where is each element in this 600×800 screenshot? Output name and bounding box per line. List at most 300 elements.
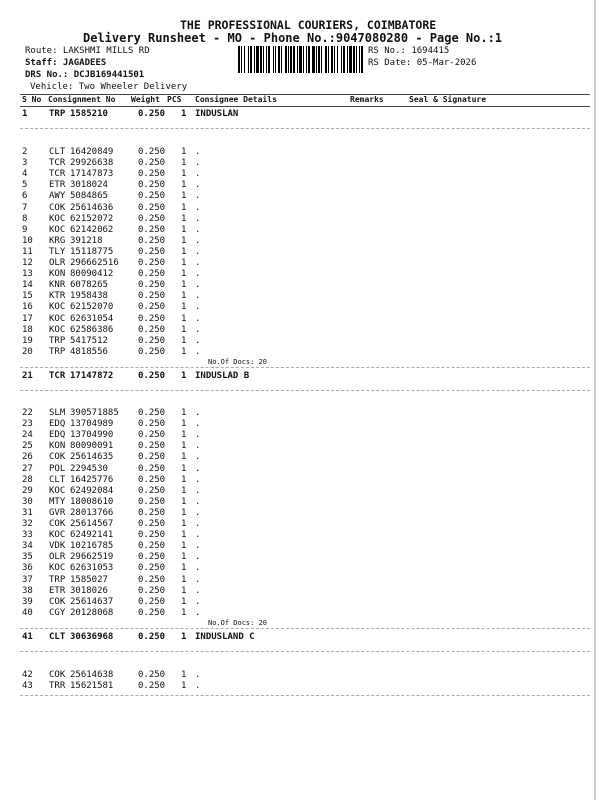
cell-weight: 0.250 (138, 213, 166, 224)
consignment-row (0, 269, 600, 280)
cell-sno: 22 (22, 408, 33, 418)
cell-weight: 0.250 (138, 235, 166, 246)
cell-weight: 0.250 (138, 519, 166, 529)
consignment-row (0, 441, 600, 452)
consignment-row-first (0, 371, 600, 382)
col-sno: S No (22, 95, 42, 104)
consignment-row (0, 541, 600, 552)
cell-num: 13704989 (70, 419, 114, 430)
cell-sno: 34 (22, 541, 33, 552)
cell-pcs: 1 (181, 474, 187, 485)
route-label: Route: LAKSHMI MILLS RD (25, 46, 150, 56)
cell-num: 62142062 (70, 224, 114, 235)
cell-sno: 17 (22, 313, 33, 324)
docs-count: No.Of Docs: 20 (208, 618, 268, 627)
consignment-row (0, 452, 600, 463)
cell-num: 30636968 (70, 632, 114, 642)
cell-weight: 0.250 (138, 607, 166, 618)
consignment-row (0, 191, 600, 202)
cell-weight: 0.250 (138, 180, 166, 191)
cell-pcs: 1 (181, 191, 187, 202)
cell-weight: 0.250 (138, 463, 166, 474)
cell-pcs: 1 (181, 563, 187, 574)
cell-sno: 39 (22, 596, 33, 607)
cell-consignee: . (195, 169, 201, 180)
cell-pcs: 1 (181, 202, 187, 213)
cell-num: 1585027 (70, 574, 108, 585)
consignment-row (0, 247, 600, 258)
cell-prefix: CGY (49, 607, 66, 618)
table-end-rule (20, 695, 590, 696)
cell-consignee: INDUSLAN (195, 109, 239, 119)
cell-sno: 14 (22, 280, 33, 291)
cell-num: 5084865 (70, 191, 108, 202)
consignment-row (0, 325, 600, 336)
consignment-row (0, 214, 600, 225)
cell-consignee: . (195, 452, 201, 463)
cell-pcs: 1 (181, 324, 187, 335)
cell-consignee: . (195, 670, 201, 680)
cell-weight: 0.250 (138, 280, 166, 291)
consignment-row (0, 586, 600, 597)
cell-prefix: OLR (49, 258, 66, 268)
consignment-row (0, 314, 600, 325)
cell-num: 62631054 (70, 313, 114, 324)
cell-sno: 10 (22, 235, 33, 246)
col-pcs: PCS (167, 95, 182, 104)
cell-num: 25614638 (70, 670, 114, 680)
col-consignee: Consignee Details (195, 95, 277, 104)
cell-weight: 0.250 (138, 485, 166, 496)
cell-prefix: EDQ (49, 430, 66, 441)
header-rule-bottom (20, 106, 590, 107)
cell-pcs: 1 (181, 452, 187, 463)
cell-prefix: CLT (49, 147, 66, 157)
cell-weight: 0.250 (138, 147, 166, 157)
cell-weight: 0.250 (138, 158, 166, 169)
consignment-row (0, 508, 600, 519)
cell-prefix: KOC (49, 213, 66, 224)
consignment-row (0, 158, 600, 169)
docs-count: No.Of Docs: 20 (208, 357, 268, 366)
cell-sno: 24 (22, 430, 33, 441)
cell-num: 6078265 (70, 280, 108, 291)
cell-sno: 8 (22, 213, 28, 224)
cell-pcs: 1 (181, 246, 187, 257)
cell-sno: 43 (22, 681, 33, 692)
cell-prefix: KOC (49, 563, 66, 574)
cell-pcs: 1 (181, 519, 187, 529)
cell-prefix: TRR (49, 681, 66, 692)
cell-pcs: 1 (181, 430, 187, 441)
cell-weight: 0.250 (138, 670, 166, 680)
cell-sno: 16 (22, 302, 33, 313)
group-divider (20, 628, 590, 629)
cell-consignee: . (195, 519, 201, 529)
consignment-row (0, 180, 600, 191)
consignment-row (0, 203, 600, 214)
col-consignment: Consignment No (48, 95, 116, 104)
cell-consignee: . (195, 269, 201, 280)
cell-pcs: 1 (181, 632, 187, 642)
cell-num: 25614635 (70, 452, 114, 463)
cell-num: 62152072 (70, 213, 114, 224)
cell-prefix: KOC (49, 224, 66, 235)
consignment-row (0, 236, 600, 247)
row-divider (20, 128, 590, 129)
cell-num: 16420849 (70, 147, 114, 157)
cell-sno: 40 (22, 607, 33, 618)
consignment-row (0, 552, 600, 563)
cell-prefix: KON (49, 269, 66, 280)
cell-prefix: TCR (49, 158, 66, 169)
cell-pcs: 1 (181, 302, 187, 313)
barcode (238, 46, 364, 73)
col-seal: Seal & Signature (409, 95, 487, 104)
cell-consignee: . (195, 507, 201, 518)
cell-pcs: 1 (181, 530, 187, 541)
cell-pcs: 1 (181, 585, 187, 596)
cell-pcs: 1 (181, 496, 187, 507)
cell-prefix: GVR (49, 507, 66, 518)
cell-consignee: . (195, 158, 201, 169)
consignment-row (0, 464, 600, 475)
cell-num: 28013766 (70, 507, 114, 518)
cell-prefix: KON (49, 441, 66, 452)
staff-label: Staff: JAGADEES (25, 58, 107, 68)
cell-consignee: . (195, 191, 201, 202)
cell-sno: 27 (22, 463, 33, 474)
cell-pcs: 1 (181, 169, 187, 180)
consignment-row (0, 681, 600, 692)
cell-weight: 0.250 (138, 324, 166, 335)
cell-num: 3018026 (70, 585, 108, 596)
cell-num: 15118775 (70, 246, 114, 257)
cell-weight: 0.250 (138, 224, 166, 235)
consignment-row (0, 563, 600, 574)
cell-pcs: 1 (181, 291, 187, 302)
cell-sno: 4 (22, 169, 28, 180)
cell-num: 20128068 (70, 607, 114, 618)
cell-weight: 0.250 (138, 313, 166, 324)
consignment-row (0, 419, 600, 430)
cell-sno: 1 (22, 109, 28, 119)
cell-sno: 7 (22, 202, 28, 213)
consignment-row (0, 475, 600, 486)
cell-sno: 13 (22, 269, 33, 280)
cell-sno: 38 (22, 585, 33, 596)
cell-num: 13704990 (70, 430, 114, 441)
column-header-row (0, 95, 600, 106)
cell-weight: 0.250 (138, 596, 166, 607)
cell-pcs: 1 (181, 313, 187, 324)
cell-prefix: TRP (49, 109, 66, 119)
cell-pcs: 1 (181, 109, 187, 119)
cell-consignee: . (195, 258, 201, 268)
consignment-row (0, 258, 600, 269)
cell-prefix: KNR (49, 280, 66, 291)
cell-prefix: TRP (49, 574, 66, 585)
drs-number: DRS No.: DCJB169441501 (25, 70, 145, 80)
cell-prefix: KRG (49, 235, 66, 246)
cell-weight: 0.250 (138, 408, 166, 418)
cell-num: 391218 (70, 235, 103, 246)
cell-consignee: . (195, 180, 201, 191)
cell-num: 5417512 (70, 335, 108, 346)
consignment-row (0, 608, 600, 619)
cell-consignee: . (195, 430, 201, 441)
cell-sno: 11 (22, 246, 33, 257)
cell-pcs: 1 (181, 408, 187, 418)
cell-weight: 0.250 (138, 441, 166, 452)
consignment-row (0, 670, 600, 681)
cell-consignee: . (195, 485, 201, 496)
cell-num: 62152070 (70, 302, 114, 313)
cell-num: 1958438 (70, 291, 108, 302)
cell-weight: 0.250 (138, 246, 166, 257)
cell-consignee: . (195, 681, 201, 692)
cell-sno: 25 (22, 441, 33, 452)
cell-pcs: 1 (181, 541, 187, 552)
cell-num: 390571885 (70, 408, 119, 418)
cell-prefix: KOC (49, 485, 66, 496)
cell-num: 29926638 (70, 158, 114, 169)
consignment-row (0, 497, 600, 508)
cell-prefix: OLR (49, 552, 66, 563)
cell-consignee: . (195, 291, 201, 302)
consignment-row (0, 408, 600, 419)
cell-num: 62586386 (70, 324, 114, 335)
cell-weight: 0.250 (138, 346, 166, 357)
cell-prefix: TCR (49, 169, 66, 180)
cell-pcs: 1 (181, 596, 187, 607)
cell-pcs: 1 (181, 463, 187, 474)
cell-consignee: . (195, 335, 201, 346)
cell-consignee: . (195, 202, 201, 213)
cell-weight: 0.250 (138, 541, 166, 552)
group-divider (20, 367, 590, 368)
cell-consignee: . (195, 552, 201, 563)
cell-prefix: COK (49, 596, 66, 607)
cell-prefix: CLT (49, 632, 66, 642)
vehicle-label: Vehicle: Two Wheeler Delivery (30, 82, 188, 92)
cell-consignee: . (195, 346, 201, 357)
cell-consignee: . (195, 463, 201, 474)
consignment-row (0, 280, 600, 291)
cell-prefix: TRP (49, 335, 66, 346)
consignment-row (0, 336, 600, 347)
cell-num: 62492084 (70, 485, 114, 496)
cell-weight: 0.250 (138, 585, 166, 596)
cell-sno: 30 (22, 496, 33, 507)
cell-sno: 23 (22, 419, 33, 430)
cell-num: 296662516 (70, 258, 119, 268)
cell-weight: 0.250 (138, 632, 166, 642)
rs-date: RS Date: 05-Mar-2026 (368, 58, 477, 68)
cell-num: 3018024 (70, 180, 108, 191)
cell-sno: 41 (22, 632, 33, 642)
cell-prefix: KOC (49, 302, 66, 313)
cell-pcs: 1 (181, 574, 187, 585)
cell-consignee: . (195, 224, 201, 235)
cell-pcs: 1 (181, 681, 187, 692)
cell-num: 18008610 (70, 496, 114, 507)
cell-sno: 2 (22, 147, 28, 157)
cell-sno: 26 (22, 452, 33, 463)
cell-prefix: TCR (49, 371, 66, 381)
cell-sno: 33 (22, 530, 33, 541)
cell-sno: 35 (22, 552, 33, 563)
consignment-row (0, 519, 600, 530)
cell-consignee: . (195, 596, 201, 607)
cell-consignee: . (195, 585, 201, 596)
row-divider (20, 390, 590, 391)
cell-num: 2294530 (70, 463, 108, 474)
cell-pcs: 1 (181, 180, 187, 191)
cell-sno: 3 (22, 158, 28, 169)
cell-consignee: . (195, 441, 201, 452)
cell-pcs: 1 (181, 235, 187, 246)
cell-num: 62492141 (70, 530, 114, 541)
cell-weight: 0.250 (138, 258, 166, 268)
cell-num: 62631053 (70, 563, 114, 574)
cell-weight: 0.250 (138, 530, 166, 541)
cell-pcs: 1 (181, 419, 187, 430)
cell-pcs: 1 (181, 670, 187, 680)
cell-sno: 21 (22, 371, 33, 381)
consignment-row (0, 530, 600, 541)
cell-weight: 0.250 (138, 452, 166, 463)
cell-pcs: 1 (181, 507, 187, 518)
cell-weight: 0.250 (138, 574, 166, 585)
cell-pcs: 1 (181, 552, 187, 563)
cell-num: 17147872 (70, 371, 114, 381)
cell-num: 80090091 (70, 441, 114, 452)
cell-num: 15621581 (70, 681, 114, 692)
consignment-row-first (0, 109, 600, 120)
cell-prefix: ETR (49, 585, 66, 596)
cell-num: 17147873 (70, 169, 114, 180)
cell-num: 25614636 (70, 202, 114, 213)
rs-number: RS No.: 1694415 (368, 46, 450, 56)
cell-pcs: 1 (181, 224, 187, 235)
company-title: THE PROFESSIONAL COURIERS, COIMBATORE (180, 18, 437, 32)
cell-consignee: . (195, 246, 201, 257)
cell-weight: 0.250 (138, 291, 166, 302)
cell-pcs: 1 (181, 158, 187, 169)
cell-prefix: COK (49, 519, 66, 529)
consignment-row (0, 147, 600, 158)
cell-weight: 0.250 (138, 371, 166, 381)
cell-sno: 9 (22, 224, 28, 235)
cell-prefix: TRP (49, 346, 66, 357)
cell-sno: 37 (22, 574, 33, 585)
cell-prefix: COK (49, 202, 66, 213)
consignment-row (0, 225, 600, 236)
cell-pcs: 1 (181, 213, 187, 224)
cell-consignee: . (195, 530, 201, 541)
consignment-row-first (0, 632, 600, 643)
cell-weight: 0.250 (138, 109, 166, 119)
cell-weight: 0.250 (138, 335, 166, 346)
runsheet-title: Delivery Runsheet - MO - Phone No.:9047080280 - Page No.:1 (83, 31, 503, 45)
cell-prefix: KOC (49, 324, 66, 335)
cell-prefix: CLT (49, 474, 66, 485)
consignment-row (0, 597, 600, 608)
consignment-row (0, 347, 600, 358)
cell-sno: 28 (22, 474, 33, 485)
cell-sno: 18 (22, 324, 33, 335)
cell-sno: 6 (22, 191, 28, 202)
cell-prefix: EDQ (49, 419, 66, 430)
cell-sno: 5 (22, 180, 28, 191)
cell-num: 29662519 (70, 552, 114, 563)
cell-consignee: . (195, 302, 201, 313)
cell-prefix: MTY (49, 496, 66, 507)
cell-prefix: VDK (49, 541, 66, 552)
cell-num: 4818556 (70, 346, 108, 357)
cell-num: 1585210 (70, 109, 108, 119)
cell-pcs: 1 (181, 346, 187, 357)
cell-consignee: . (195, 235, 201, 246)
cell-weight: 0.250 (138, 169, 166, 180)
cell-sno: 36 (22, 563, 33, 574)
cell-consignee: . (195, 280, 201, 291)
consignment-row (0, 575, 600, 586)
cell-weight: 0.250 (138, 474, 166, 485)
cell-sno: 12 (22, 258, 33, 268)
cell-consignee: . (195, 147, 201, 157)
consignment-row (0, 430, 600, 441)
cell-weight: 0.250 (138, 269, 166, 280)
cell-pcs: 1 (181, 335, 187, 346)
cell-consignee: . (195, 324, 201, 335)
cell-consignee: INDUSLAND C (195, 632, 255, 642)
cell-prefix: COK (49, 452, 66, 463)
cell-prefix: POL (49, 463, 66, 474)
cell-pcs: 1 (181, 371, 187, 381)
cell-pcs: 1 (181, 280, 187, 291)
cell-sno: 20 (22, 346, 33, 357)
cell-prefix: COK (49, 670, 66, 680)
cell-consignee: . (195, 213, 201, 224)
cell-weight: 0.250 (138, 302, 166, 313)
cell-weight: 0.250 (138, 191, 166, 202)
cell-prefix: AWY (49, 191, 66, 202)
cell-consignee: . (195, 474, 201, 485)
cell-weight: 0.250 (138, 202, 166, 213)
cell-prefix: KOC (49, 530, 66, 541)
cell-sno: 29 (22, 485, 33, 496)
cell-weight: 0.250 (138, 430, 166, 441)
col-remarks: Remarks (350, 95, 384, 104)
cell-prefix: ETR (49, 180, 66, 191)
cell-consignee: . (195, 419, 201, 430)
cell-prefix: SLM (49, 408, 66, 418)
cell-weight: 0.250 (138, 419, 166, 430)
cell-weight: 0.250 (138, 681, 166, 692)
cell-weight: 0.250 (138, 563, 166, 574)
cell-consignee: . (195, 607, 201, 618)
cell-consignee: . (195, 313, 201, 324)
cell-num: 10216785 (70, 541, 114, 552)
cell-pcs: 1 (181, 269, 187, 280)
cell-num: 80090412 (70, 269, 114, 280)
consignment-row (0, 486, 600, 497)
cell-pcs: 1 (181, 607, 187, 618)
cell-weight: 0.250 (138, 507, 166, 518)
cell-sno: 31 (22, 507, 33, 518)
